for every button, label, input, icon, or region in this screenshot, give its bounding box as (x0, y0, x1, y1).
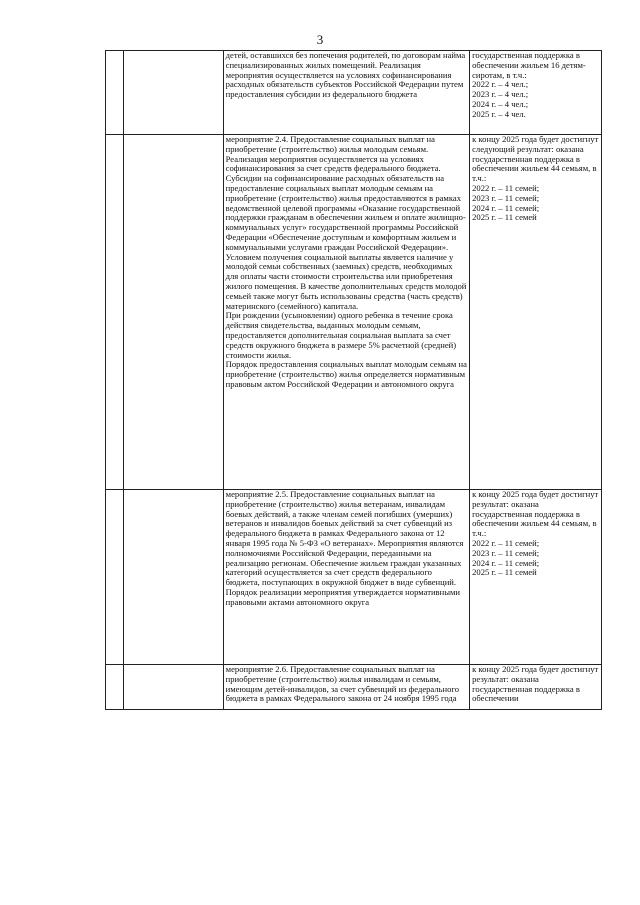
table-row (106, 135, 602, 490)
result-year-line: 2024 г. – 11 семей; (472, 202, 540, 213)
result-cell (470, 490, 602, 665)
result-cell (470, 51, 602, 135)
result-year-line: 2025 г. – 4 чел. (472, 108, 526, 119)
result-year-line: 2023 г. – 11 семей; (472, 192, 540, 203)
result-year-line: 2025 г. – 11 семей (472, 212, 537, 223)
result-summary: государственная поддержка в обеспечении жильем 16 детям-сиротам, в т.ч.: (472, 50, 586, 80)
page-number: 3 (316, 32, 324, 47)
measure-cell (223, 51, 469, 135)
result-year-line: 2024 г. – 11 семей; (472, 557, 540, 568)
result-summary: к концу 2025 года будет достигнут следующий результат: оказана государственная поддержка в обеспечении жильем 44 семьям, в т.ч.: (472, 134, 599, 184)
measure-paragraph: При рождении (усыновлении) одного ребенка в течение срока действия свидетельства, выданных молодым семьям, предоставляется дополнительная социальная выплата за счет средств окружного бюджета в размере 5% расчетной (средней) стоимости жилья. (225, 310, 457, 360)
table-row (106, 490, 602, 665)
table-row (106, 665, 602, 710)
result-year-line: 2023 г. – 4 чел.; (472, 89, 529, 100)
result-summary: к концу 2025 года будет достигнут результат: оказана государственная поддержка в обеспечении (472, 664, 599, 704)
result-year-line: 2024 г. – 4 чел.; (472, 98, 529, 109)
result-year-line: 2022 г. – 11 семей; (472, 182, 540, 193)
measure-paragraph: мероприятие 2.5. Предоставление социальных выплат на приобретение (строительство) жилья ветеранам, инвалидам боевых действий, а также членам семей погибших (умерших) ветеранов и инвалидов боевых действий за счет субвенций из федерального бюджета в рамках Федерального закона от 12 января 1995 года № 5-ФЗ «О ветеранах». Мероприятия являются полномочиями Российской Федерации, переданными на реализацию регионам. Обеспечение жильем граждан указанных категорий осуществляется за счет средств федерального бюджета, поступающих в окружной бюджет в виде субвенций. Порядок реализации мероприятия утверждается нормативными правовыми актами автономного округа (225, 489, 464, 607)
result-year-line: 2022 г. – 11 семей; (472, 537, 540, 548)
result-cell (470, 135, 602, 490)
number-cell (106, 51, 124, 135)
number-cell (106, 490, 124, 665)
task-cell (124, 665, 223, 710)
program-measures-table (105, 50, 602, 710)
measure-paragraph: мероприятие 2.6. Предоставление социальных выплат на приобретение (строительство) жилья инвалидам и семьям, имеющим детей-инвалидов, за счет субвенций из федерального бюджета в рамках Федерального закона от 24 ноября 1995 года (225, 664, 460, 704)
measure-paragraph: Условием получения социальной выплаты является наличие у молодой семьи собственных (заемных) средств, необходимых для оплаты части стоимости строительства или приобретения жилого помещения. В качестве дополнительных средств молодой семьей также могут быть использованы средства (часть средств) материнского (семейного) капитала. (225, 251, 467, 311)
task-cell (124, 51, 223, 135)
measure-paragraph: мероприятие 2.4. Предоставление социальных выплат на приобретение (строительство) жилья молодым семьям. Реализация мероприятия осуществляется на условиях софинансирования за счет средств федерального бюджета. Субсидии на софинансирование расходных обязательств на предоставление социальных выплат молодым семьям на приобретение (строительство) жилья предоставляются в рамках ведомственной целевой программы «Оказание государственной поддержки гражданам в обеспечении жильем и оплате жилищно-коммунальных услуг» государственной программы Российской Федерации «Обеспечение доступным и комфортным жильем и коммунальными услугами граждан Российской Федерации». (225, 134, 466, 252)
number-cell (106, 665, 124, 710)
task-cell (124, 490, 223, 665)
measure-paragraph: детей, оставшихся без попечения родителей, по договорам найма специализированных жилых помещений. Реализация мероприятия осуществляется на условиях софинансирования расходных обязательств субъектов Российской Федерации путем предоставления субсидии из федерального бюджета (225, 50, 466, 100)
result-cell (470, 665, 602, 710)
measure-cell (223, 135, 469, 490)
measure-paragraph: Порядок предоставления социальных выплат молодым семьям на приобретение (строительство) жилья определяется нормативным правовым актом Российской Федерации и автономного округа (225, 359, 467, 389)
result-year-line: 2025 г. – 11 семей (472, 567, 537, 578)
measure-cell (223, 490, 469, 665)
table-row (106, 51, 602, 135)
result-summary: к концу 2025 года будет достигнут результат: оказана государственная поддержка в обеспечении жильем 44 семьям, в т.ч.: (472, 489, 599, 539)
number-cell (106, 135, 124, 490)
measure-cell (223, 665, 469, 710)
result-year-line: 2022 г. – 4 чел.; (472, 79, 529, 90)
task-cell (124, 135, 223, 490)
result-year-line: 2023 г. – 11 семей; (472, 547, 540, 558)
